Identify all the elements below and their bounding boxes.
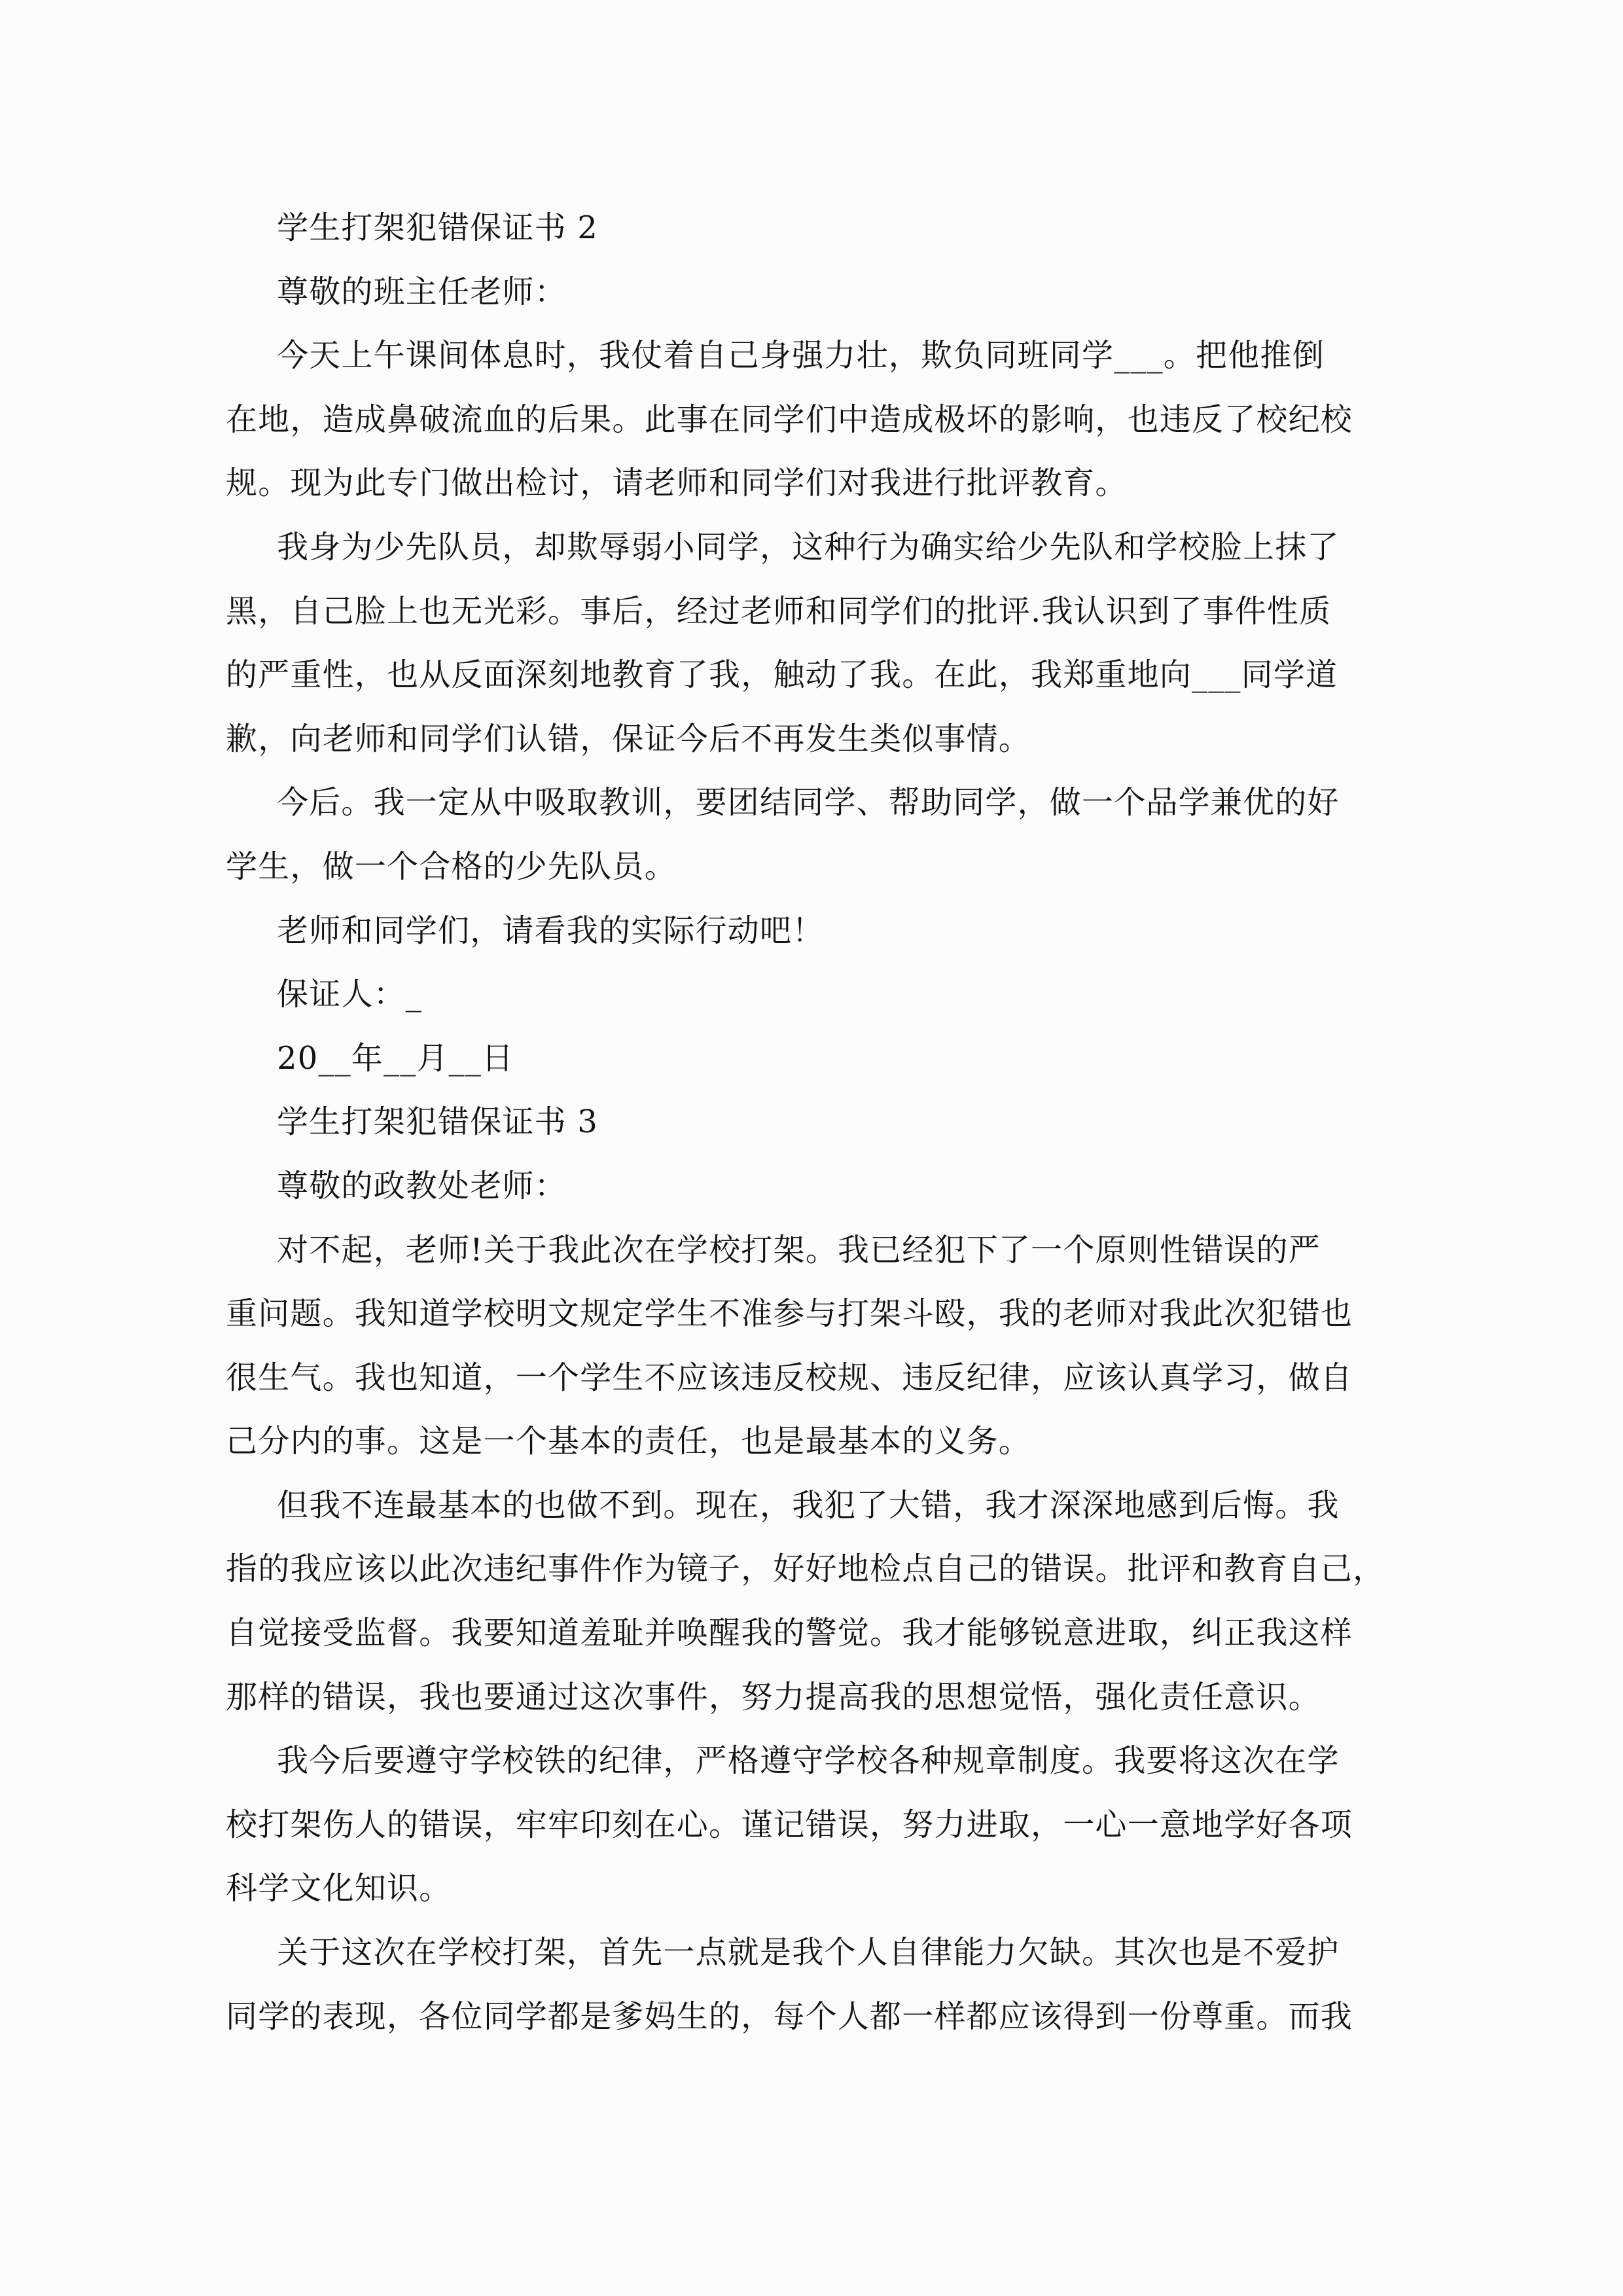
text-line: 己分内的事。这是一个基本的责任，也是最基本的义务。 [226,1423,1031,1460]
text-line: 那样的错误，我也要通过这次事件，努力提高我的思想觉悟，强化责任意识。 [226,1678,1321,1715]
text-line: 20__年__月__日 [277,1039,514,1077]
text-line: 我身为少先队员，却欺辱弱小同学，这种行为确实给少先队和学校脸上抹了 [277,528,1340,565]
text-line: 学生打架犯错保证书 3 [277,1103,598,1141]
text-line: 规。现为此专门做出检讨，请老师和同学们对我进行批评教育。 [226,465,1128,502]
text-line: 指的我应该以此次违纪事件作为镜子，好好地检点自己的错误。批评和教育自己， [226,1551,1385,1588]
text-line: 自觉接受监督。我要知道羞耻并唤醒我的警觉。我才能够锐意进取，纠正我这样 [226,1615,1353,1652]
text-line: 学生，做一个合格的少先队员。 [226,848,677,885]
text-line: 黑，自己脸上也无光彩。事后，经过老师和同学们的批评.我认识到了事件性质 [226,592,1332,630]
text-line: 我今后要遵守学校铁的纪律，严格遵守学校各种规章制度。我要将这次在学 [277,1742,1340,1780]
text-line: 保证人：_ [277,976,423,1013]
text-line: 同学的表现，各位同学都是爹妈生的，每个人都一样都应该得到一份尊重。而我 [226,1998,1353,2035]
text-line: 重问题。我知道学校明文规定学生不准参与打架斗殴，我的老师对我此次犯错也 [226,1295,1353,1333]
text-line: 校打架伤人的错误，牢牢印刻在心。谨记错误，努力进取，一心一意地学好各项 [226,1806,1353,1843]
text-line: 在地，造成鼻破流血的后果。此事在同学们中造成极坏的影响，也违反了校纪校 [226,401,1353,438]
text-line: 很生气。我也知道，一个学生不应该违反校规、违反纪律，应该认真学习，做自 [226,1359,1353,1396]
document-body [226,196,1385,2049]
text-line: 科学文化知识。 [226,1870,452,1907]
text-line: 对不起，老师!关于我此次在学校打架。我已经犯下了一个原则性错误的严 [277,1231,1321,1268]
text-line: 尊敬的班主任老师： [277,273,567,310]
text-line: 但我不连最基本的也做不到。现在，我犯了大错，我才深深地感到后悔。我 [277,1486,1340,1524]
text-line: 学生打架犯错保证书 2 [277,209,598,246]
text-line: 关于这次在学校打架，首先一点就是我个人自律能力欠缺。其次也是不爱护 [277,1934,1340,1971]
text-line: 今后。我一定从中吸取教训，要团结同学、帮助同学，做一个品学兼优的好 [277,784,1340,821]
text-line: 老师和同学们，请看我的实际行动吧！ [277,912,825,949]
text-line: 尊敬的政教处老师： [277,1167,567,1204]
text-line: 歉，向老师和同学们认错，保证今后不再发生类似事情。 [226,720,1031,757]
text-line: 的严重性，也从反面深刻地教育了我，触动了我。在此，我郑重地向___同学道 [226,656,1338,694]
text-line: 今天上午课间体息时，我仗着自己身强力壮，欺负同班同学___。把他推倒 [277,337,1325,374]
